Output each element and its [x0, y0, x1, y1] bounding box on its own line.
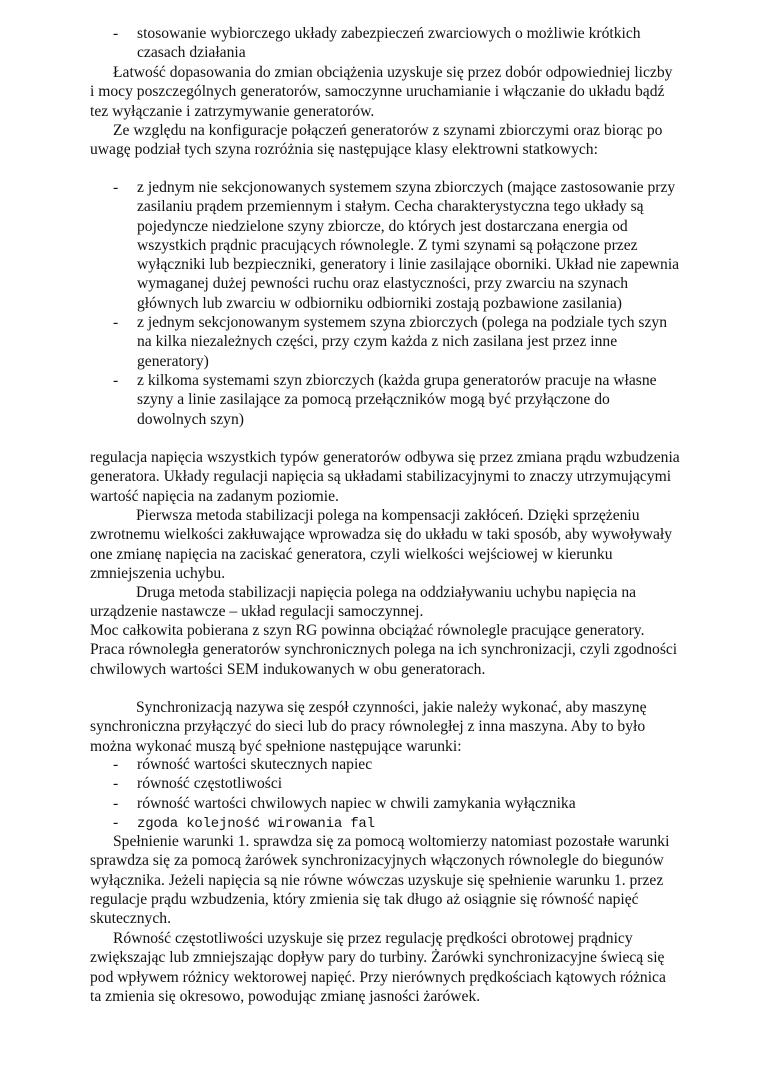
list-item-text: z jednym nie sekcjonowanych systemem szyna zbiorczych (mające zastosowanie przy zasilaniu prądem przemiennym i stałym. Cecha charakterystyczna tego układy są pojedyncze niedzielone szyny zbiorcze, do których jest dostarczana energia od wszystkich prądnic pracujących równolegle. Z tymi szynami są połączone przez wyłączniki lub bezpieczniki, generatory i linie zasilające oborniki. Układ nie zapewnia wymaganej dużej pewności ruchu oraz elastyczności, przy zwarciu na szynach głównych lub zwarciu w odbiorniku odbiorniki zostają pozbawione zasilania) [137, 179, 680, 312]
paragraph-moc: Moc całkowita pobierana z szyn RG powinna obciążać równolegle pracujące generatory. Praca równoległa generatorów synchronicznych polega na ich synchronizacji, czyli zgodności chwilowych wartości SEM indukowanych w obu generatorach. [90, 622, 678, 678]
conditions-list [113, 755, 681, 834]
list-item [113, 24, 681, 63]
paragraph-druga-metoda: Druga metoda stabilizacji napięcia polega na oddziaływaniu uchybu napięcia na urządzenie nastawcze – układ regulacji samoczynnej. [90, 584, 637, 621]
list-item-text: równość wartości chwilowych napiec w chwili zamykania wyłącznika [137, 794, 576, 812]
paragraph-synchronizacja: Synchronizacją nazywa się zespół czynności, jakie należy wykonać, aby maszynę synchroniczna przyłączyć do sieci lub do pracy równoległej z inna maszyna. Aby to było można wykonać muszą być spełnione następujące warunki: [90, 699, 647, 755]
paragraph-pierwsza-metoda: Pierwsza metoda stabilizacji polega na kompensacji zakłóceń. Dzięki sprzężeniu zwrotnemu wielkości zakłuwające wprowadza się do układu w taki sposób, aby wywoływały one zmianę napięcia na zaciskać generatora, czyli wielkości wejściowej w kierunku zmniejszenia uchybu. [90, 507, 673, 582]
list-marker: - [113, 371, 119, 389]
list-marker: - [113, 179, 119, 196]
list-item [113, 774, 681, 793]
list-item-text: stosowanie wybiorczego układy zabezpieczeń zwarciowych o możliwie krótkich czasach działania [137, 25, 641, 62]
list-item-text: z kilkoma systemami szyn zbiorczych (każda grupa generatorów pracuje na własne szyny a linie zasilające za pomocą przełączników mogą być przyłączone do dowolnych szyn) [137, 371, 657, 428]
paragraph-spelnienie: Spełnienie warunki 1. sprawdza się za pomocą woltomierzy natomiast pozostałe warunki sprawdza się za pomocą żarówek synchronizacyjnych włączonych równolegle do biegunów wyłącznika. Jeżeli napięcia są nie równe wówczas uzyskuje się spełnienie warunku 1. przez regulacje prądu wzbudzenia, który zmienia się tak długo aż osiągnie się równość napięć skutecznych. [90, 833, 670, 928]
list-marker: - [113, 775, 119, 793]
paragraph-latwosc: Łatwość dopasowania do zmian obciążenia uzyskuje się przez dobór odpowiedniej liczby i mocy poszczególnych generatorów, samoczynne uruchamianie i włączanie do układu bądź tez wyłączanie i zatrzymywanie generatorów. [90, 64, 673, 120]
protection-list [113, 24, 681, 63]
paragraph-konfiguracje: Ze względu na konfiguracje połączeń generatorów z szynami zbiorczymi oraz biorąc po uwagę podział tych szyna rozróżnia się następujące klasy elektrowni statkowych: [90, 122, 663, 159]
bus-classes-list [113, 178, 681, 429]
list-marker: - [113, 794, 119, 812]
paragraph-rownosc: Równość częstotliwości uzyskuje się przez regulację prędkości obrotowej prądnicy zwiększając lub zmniejszając dopływ pary do turbiny. Żarówki synchronizacyjne świecą się pod wpływem różnicy wektorowej napięć. Przy nierównych prędkościach kątowych różnica ta zmienia się okresowo, powodując zmianę jasności żarówek. [90, 930, 666, 1005]
list-item-text: równość wartości skutecznych napiec [137, 756, 373, 773]
list-item [113, 755, 681, 774]
list-item-text: z jednym sekcjonowanym systemem szyna zbiorczych (polega na podziale tych szyn na kilka niezależnych części, przy czym każda z nich zasilana jest przez inne generatory) [137, 314, 668, 370]
list-item [113, 794, 681, 813]
list-item [113, 313, 681, 371]
list-item [113, 178, 681, 313]
list-item-text: zgoda kolejność wirowania fal [137, 815, 375, 832]
list-item [113, 813, 681, 834]
list-marker: - [113, 25, 119, 42]
list-item [113, 371, 681, 429]
list-marker: - [113, 314, 119, 332]
list-item-text: równość częstotliwości [137, 775, 283, 793]
paragraph-regulacja: regulacja napięcia wszystkich typów generatorów odbywa się przez zmiana prądu wzbudzenia generatora. Układy regulacji napięcia są układami stabilizacyjnymi to znaczy utrzymującymi wartość napięcia na zadanym poziomie. [90, 449, 680, 505]
list-marker: - [113, 813, 119, 831]
list-marker: - [113, 756, 119, 773]
